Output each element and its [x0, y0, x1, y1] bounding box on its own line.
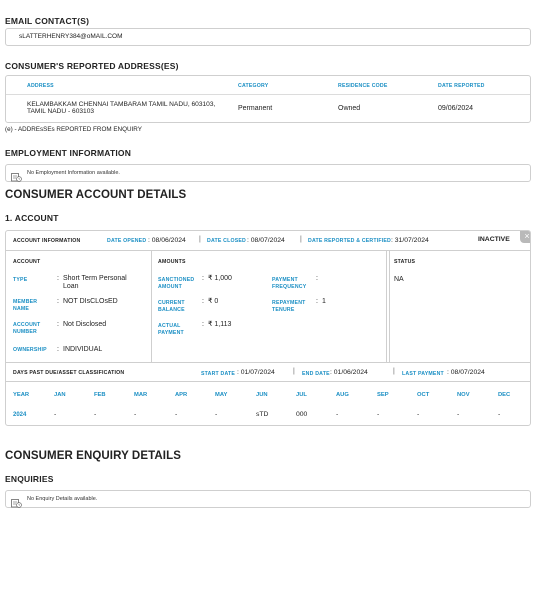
address-category: Permanent — [238, 105, 273, 112]
last-payment-label: LAST PAYMENT — [402, 371, 444, 377]
dpd-cell-jun: sTD — [256, 411, 269, 418]
colon: : — [237, 369, 239, 376]
member-name-value: NOT DIsCLOsED — [63, 298, 118, 305]
end-date-value: 01/06/2024 — [333, 369, 368, 376]
colon: : — [202, 298, 204, 305]
address-divider — [6, 94, 530, 95]
address-section-title: CONSUMER'S REPORTED ADDRESS(ES) — [5, 61, 179, 71]
column-divider — [386, 250, 387, 362]
address-line-1: KELAMBAKKAM CHENNAI TAMBARAM TAMIL NADU, 603103, — [27, 101, 216, 108]
dpd-cell-apr: - — [175, 411, 178, 418]
actual-payment-label: ACTUAL PAYMENT — [158, 323, 184, 336]
type-value: Short Term Personal Loan — [63, 275, 127, 290]
sanctioned-amount-value: ₹ 1,000 — [208, 275, 232, 282]
dpd-cell-jan: - — [54, 411, 57, 418]
separator: | — [393, 368, 395, 375]
colon: : — [391, 237, 393, 244]
colon: : — [148, 237, 150, 244]
column-divider — [389, 250, 390, 362]
document-clock-icon — [11, 495, 22, 513]
dpd-cell-aug: - — [336, 411, 339, 418]
colon: : — [447, 369, 449, 376]
dpd-header-divider — [6, 381, 530, 382]
address-footnote: (e) - ADDREsSEs REPORTED FROM ENQUIRY — [5, 126, 142, 133]
payment-frequency-label: PAYMENT FREQUENCY — [272, 277, 307, 290]
month-header-sep: SEP — [377, 392, 389, 398]
ownership-value: INDIVIDUAL — [63, 346, 103, 353]
employment-section-title: EMPLOYMENT INFORMATION — [5, 148, 132, 158]
account-details-title: CONSUMER ACCOUNT DETAILS — [5, 189, 187, 201]
date-reported-header: DATE REPORTED — [438, 83, 485, 89]
separator: | — [300, 236, 302, 243]
account-info-label: ACCOUNT INFORMATION — [13, 238, 81, 244]
status-col-title: STATUS — [394, 259, 416, 265]
month-header-apr: APR — [175, 392, 188, 398]
address-table — [5, 75, 531, 123]
separator: | — [293, 368, 295, 375]
month-header-jan: JAN — [54, 392, 66, 398]
category-header: CATEGORY — [238, 83, 269, 89]
date-closed-label: DATE CLOSED — [207, 238, 246, 244]
account-number-value: Not Disclosed — [63, 321, 107, 328]
colon: : — [57, 346, 59, 353]
month-header-dec: DEC — [498, 392, 511, 398]
dpd-cell-oct: - — [417, 411, 420, 418]
ownership-label: OWNERSHIP — [13, 347, 47, 353]
enquiry-details-title: CONSUMER ENQUIRY DETAILS — [5, 450, 181, 462]
account-card — [5, 230, 531, 426]
last-payment-value: 08/07/2024 — [450, 369, 485, 376]
amounts-col-title: AMOUNTS — [158, 259, 186, 265]
residence-code-header: RESIDENCE CODE — [338, 83, 388, 89]
close-glyph: × — [524, 231, 530, 241]
colon: : — [202, 275, 204, 282]
info-divider — [6, 250, 530, 251]
date-reported-certified-label: DATE REPORTED & CERTIFIED — [308, 238, 392, 244]
month-header-jul: JUL — [296, 392, 307, 398]
colon: : — [202, 321, 204, 328]
current-balance-value: ₹ 0 — [208, 298, 219, 305]
current-balance-label: CURRENT BALANCE — [158, 300, 185, 313]
date-opened-value: 08/06/2024 — [151, 237, 186, 244]
sanctioned-amount-label: SANCTIONED AMOUNT — [158, 277, 195, 290]
month-header-mar: MAR — [134, 392, 148, 398]
dpd-cell-nov: - — [457, 411, 460, 418]
end-date-label: END DATE — [302, 371, 330, 377]
dpd-cell-sep: - — [377, 411, 380, 418]
repayment-tenure-value: 1 — [322, 298, 326, 305]
enquiry-empty-text: No Enquiry Details available. — [27, 496, 98, 502]
email-section-title: EMAIL CONTACT(S) — [5, 16, 90, 26]
month-header-oct: OCT — [417, 392, 430, 398]
dpd-cell-mar: - — [134, 411, 137, 418]
colon: : — [57, 321, 59, 328]
colon: : — [57, 275, 59, 282]
month-header-year: YEAR — [13, 392, 30, 398]
dpd-divider — [6, 362, 530, 363]
dpd-cell-jul: 000 — [296, 411, 308, 418]
member-name-label: MEMBER NAME — [13, 299, 38, 312]
status-badge: INACTIVE — [478, 236, 510, 243]
address-residence-code: Owned — [338, 105, 361, 112]
enquiry-box — [5, 490, 531, 508]
email-box — [5, 28, 531, 46]
colon: : — [330, 369, 332, 376]
start-date-label: START DATE — [201, 371, 236, 377]
month-header-feb: FEB — [94, 392, 106, 398]
start-date-value: 01/07/2024 — [240, 369, 275, 376]
account-heading: 1. ACCOUNT — [5, 213, 59, 223]
column-divider — [151, 250, 152, 362]
separator: | — [199, 236, 201, 243]
colon: : — [57, 298, 59, 305]
month-header-aug: AUG — [336, 392, 349, 398]
document-clock-icon — [11, 169, 22, 187]
address-header: ADDRESS — [27, 83, 54, 89]
actual-payment-value: ₹ 1,113 — [208, 321, 232, 328]
status-value: NA — [394, 276, 404, 283]
date-closed-value: 08/07/2024 — [250, 237, 285, 244]
address-line-2: TAMIL NADU - 603103 — [27, 108, 95, 115]
address-date-reported: 09/06/2024 — [438, 105, 474, 112]
employment-empty-text: No Employment Information available. — [27, 170, 120, 176]
dpd-cell-feb: - — [94, 411, 97, 418]
email-value: sLATTERHENRY384@oMAIL.COM — [19, 33, 123, 40]
month-header-nov: NOV — [457, 392, 470, 398]
dpd-year: 2024 — [13, 412, 27, 418]
dpd-label: DAYS PAST DUE/ASSET CLASSIFICATION — [13, 370, 125, 376]
colon: : — [316, 298, 318, 305]
date-reported-value: 31/07/2024 — [394, 237, 429, 244]
colon: : — [247, 237, 249, 244]
account-col-title: ACCOUNT — [13, 259, 41, 265]
month-header-may: MAY — [215, 392, 228, 398]
month-header-jun: JUN — [256, 392, 268, 398]
dpd-cell-dec: - — [498, 411, 501, 418]
type-label: TYPE — [13, 277, 28, 283]
dpd-cell-may: - — [215, 411, 218, 418]
employment-box — [5, 164, 531, 182]
date-opened-label: DATE OPENED — [107, 238, 147, 244]
repayment-tenure-label: REPAYMENT TENURE — [272, 300, 306, 313]
close-icon[interactable] — [520, 230, 531, 243]
account-number-label: ACCOUNT NUMBER — [13, 322, 41, 335]
colon: : — [316, 275, 318, 282]
enquiries-title: ENQUIRIES — [5, 474, 54, 484]
